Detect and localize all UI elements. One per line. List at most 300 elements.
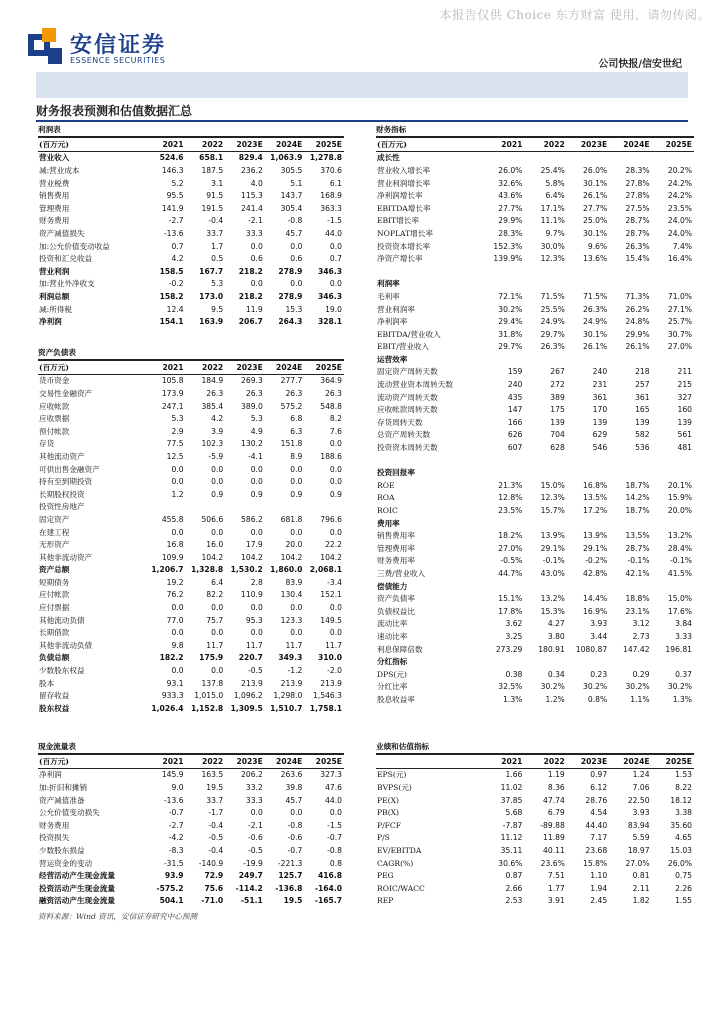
row-value: 2.73	[632, 631, 650, 641]
row-value: -0.7	[287, 845, 303, 855]
row-value: 257	[635, 380, 650, 390]
row-value: 43.0%	[540, 568, 565, 578]
row-value: 0.0	[329, 527, 342, 537]
row-value: 1,530.2	[230, 565, 263, 575]
table-row	[38, 526, 344, 539]
row-value: 829.4	[238, 153, 263, 163]
header-band	[36, 72, 688, 98]
row-value: 2.66	[505, 883, 523, 893]
row-value	[609, 151, 651, 164]
row-label: 三费/营业收入	[377, 568, 426, 578]
table-row	[38, 425, 344, 438]
row-value	[524, 655, 566, 668]
table-row	[38, 895, 344, 908]
row-value: 1.1%	[630, 694, 650, 704]
row-value: -140.9	[198, 858, 224, 868]
row-value: 26.3%	[540, 342, 565, 352]
row-value: -7.87	[502, 820, 523, 830]
row-value	[652, 265, 694, 278]
unit-label: (百万元)	[38, 361, 146, 375]
row-value: 206.2	[241, 770, 263, 780]
row-value: 42.1%	[625, 568, 650, 578]
table-row	[376, 844, 694, 857]
row-value: 536	[635, 443, 650, 453]
row-value: -0.4	[208, 216, 224, 226]
table-row	[376, 315, 694, 328]
row-label: PE(X)	[377, 795, 399, 805]
table-row	[38, 702, 344, 715]
row-value: 575.2	[280, 401, 303, 411]
row-label: 销售费用率	[377, 531, 415, 541]
row-value: 29.4%	[498, 317, 523, 327]
row-value: 277.7	[280, 376, 303, 386]
row-value: -114.2	[235, 883, 263, 893]
cashflow-table	[38, 754, 344, 907]
table-row	[376, 227, 694, 240]
table-row	[376, 454, 694, 467]
row-value: 18.7%	[625, 480, 650, 490]
row-value: 8.9	[290, 451, 303, 461]
row-value: 22.50	[627, 795, 650, 805]
row-value: 2.11	[632, 883, 650, 893]
row-value: 11.02	[500, 782, 523, 792]
row-value: 1,309.5	[230, 703, 263, 713]
row-value: 5.59	[632, 833, 650, 843]
row-value: 0.0	[250, 628, 263, 638]
table-row	[38, 177, 344, 190]
table-row	[376, 290, 694, 303]
row-value: -164.0	[314, 883, 342, 893]
row-label: 营业收入增长率	[377, 165, 431, 175]
year-header: 2023E	[225, 138, 265, 152]
row-value: 0.0	[171, 603, 184, 613]
row-value: 364.9	[320, 376, 342, 386]
row-value	[482, 580, 524, 593]
row-value: 389.0	[241, 401, 263, 411]
row-label: 销售费用	[39, 191, 70, 201]
row-value: 361	[592, 392, 608, 402]
row-value: 0.7	[329, 254, 342, 264]
row-value: 23.5%	[498, 506, 523, 516]
row-value: 71.5%	[583, 291, 608, 301]
unit-label: (百万元)	[38, 138, 146, 152]
row-value: 152.1	[320, 590, 342, 600]
table-row	[38, 601, 344, 614]
row-value: 1,298.0	[273, 691, 303, 701]
row-value: 104.2	[280, 552, 303, 562]
row-value: 24.2%	[667, 191, 692, 201]
page-title: 财务报表预测和估值数据汇总	[36, 102, 688, 122]
table-row	[38, 164, 344, 177]
row-label: PEG	[377, 871, 394, 881]
row-value: 29.1%	[540, 543, 565, 553]
row-label: 应付帐款	[39, 590, 70, 600]
row-value: 0.6	[290, 254, 303, 264]
row-label: 流动营业资本周转天数	[377, 380, 453, 390]
year-header: 2024E	[609, 755, 651, 769]
table-header-row	[38, 138, 344, 152]
row-value	[652, 278, 694, 291]
row-value: 1.77	[547, 883, 565, 893]
row-value: 20.0	[285, 540, 303, 550]
row-value: 236.2	[241, 165, 263, 175]
year-header: 2024E	[265, 361, 305, 375]
row-value: 43.6%	[498, 191, 523, 201]
row-value: 37.85	[500, 795, 523, 805]
row-value: 28.7%	[625, 543, 650, 553]
row-value: 0.0	[290, 603, 303, 613]
row-value: 16.0	[206, 540, 224, 550]
row-value: 25.5%	[540, 304, 565, 314]
table-row	[376, 441, 694, 454]
row-value: 12.3%	[540, 493, 565, 503]
row-value: 1.66	[505, 770, 523, 780]
row-value: 9.7%	[545, 228, 565, 238]
row-value: 0.0	[290, 527, 303, 537]
row-value: 269.3	[241, 376, 263, 386]
table-row	[38, 639, 344, 652]
row-value: 25.7%	[667, 317, 692, 327]
row-value: 30.2%	[583, 682, 608, 692]
row-label: 加:公允价值变动收益	[39, 241, 110, 251]
row-value: 33.3	[245, 795, 263, 805]
income-table	[38, 137, 344, 328]
row-value: 13.9%	[583, 531, 608, 541]
row-value	[482, 466, 524, 479]
row-value: 1.24	[632, 770, 650, 780]
row-value: 26.3	[206, 388, 224, 398]
row-value: 23.68	[585, 845, 608, 855]
row-value: 213.9	[320, 678, 342, 688]
year-header: 2024E	[265, 138, 305, 152]
row-value: 0.0	[329, 477, 342, 487]
row-value: 218	[635, 367, 650, 377]
year-header: 2023E	[225, 755, 265, 769]
table-row	[376, 832, 694, 845]
row-value: 0.0	[250, 603, 263, 613]
row-value: 0.0	[329, 603, 342, 613]
table-row	[38, 240, 344, 253]
row-label: 减:营业成本	[39, 165, 80, 175]
row-value: 0.0	[290, 808, 303, 818]
row-value: 168.9	[320, 191, 342, 201]
row-value: -1.5	[327, 820, 342, 830]
row-value: 44.40	[585, 820, 608, 830]
row-value: 1,096.2	[233, 691, 263, 701]
row-value: 273.29	[495, 644, 523, 654]
row-value: 5.8%	[545, 178, 565, 188]
row-value: 11.12	[500, 833, 523, 843]
row-value: 0.0	[250, 527, 263, 537]
row-label: 长期借款	[39, 628, 70, 638]
row-value: 75.7	[206, 615, 224, 625]
section-title: 利润表	[38, 124, 344, 137]
row-value: 14.4%	[583, 594, 608, 604]
row-value: 139	[635, 417, 650, 427]
table-row	[376, 240, 694, 253]
row-value: 582	[635, 430, 650, 440]
row-value: 349.3	[278, 653, 303, 663]
row-value: 1.3%	[672, 694, 692, 704]
row-value: 29.1%	[583, 543, 608, 553]
row-value: 163.5	[201, 770, 224, 780]
row-value	[304, 501, 344, 514]
row-value: 0.0	[329, 464, 342, 474]
row-value	[609, 353, 651, 366]
row-value: 3.80	[547, 631, 565, 641]
table-row	[38, 794, 344, 807]
table-row	[376, 895, 694, 908]
row-value: 72.9	[204, 871, 224, 881]
row-value: 20.1%	[667, 480, 692, 490]
row-label	[376, 265, 482, 278]
row-value: 0.0	[290, 241, 303, 251]
row-label: 少数股东权益	[39, 666, 85, 676]
row-value: 416.8	[317, 871, 342, 881]
row-value: 0.9	[250, 489, 263, 499]
table-row	[376, 882, 694, 895]
row-value: 158.5	[159, 266, 184, 276]
row-value	[482, 517, 524, 530]
row-value: 12.8%	[498, 493, 523, 503]
table-row	[38, 400, 344, 413]
table-header-row	[376, 755, 694, 769]
row-value	[567, 278, 609, 291]
row-label: PB(X)	[377, 808, 400, 818]
row-value: 310.0	[317, 653, 342, 663]
row-value: 18.7%	[625, 506, 650, 516]
row-value: 0.8%	[587, 694, 608, 704]
row-value: 0.87	[505, 871, 523, 881]
row-value: 29.9%	[498, 216, 523, 226]
row-label: 融资活动产生现金流量	[39, 896, 115, 906]
row-value: 0.9	[211, 489, 224, 499]
row-value: 147.42	[622, 644, 650, 654]
row-value: 23.5%	[667, 203, 692, 213]
row-value: 141.9	[161, 203, 184, 213]
table-row	[376, 303, 694, 316]
row-value: 629	[592, 430, 608, 440]
row-value: 19.5	[283, 896, 303, 906]
row-value: 30.2%	[667, 682, 692, 692]
row-value: 1.55	[675, 896, 692, 906]
row-value: 29.7%	[498, 342, 523, 352]
row-value	[609, 580, 651, 593]
row-value: 0.0	[290, 477, 303, 487]
row-label: 持有至到期投资	[39, 477, 93, 487]
table-row	[38, 614, 344, 627]
row-value	[609, 278, 651, 291]
table-header-row	[38, 755, 344, 769]
row-value: 125.7	[278, 871, 303, 881]
table-row	[38, 869, 344, 882]
row-value: 5.3	[171, 414, 184, 424]
row-value: 27.1%	[667, 304, 692, 314]
logo-name: 安信证券	[70, 33, 167, 58]
row-value: 2.9	[171, 426, 184, 436]
row-value: 146.3	[161, 165, 184, 175]
row-label: 营运资金的变动	[39, 858, 93, 868]
row-value: 8.22	[675, 782, 692, 792]
row-value: 1,063.9	[270, 153, 303, 163]
row-value: 481	[677, 443, 692, 453]
table-row	[376, 177, 694, 190]
row-label: 费用率	[377, 518, 400, 528]
income-statement	[38, 124, 344, 328]
year-header: 2021	[146, 755, 186, 769]
row-value: 626	[507, 430, 523, 440]
row-value: 26.1%	[625, 342, 650, 352]
ratios-table	[376, 137, 694, 706]
row-value: 170	[592, 405, 608, 415]
row-label: 净利润增长率	[377, 191, 423, 201]
row-label: 少数股东损益	[39, 845, 85, 855]
row-value: 305.5	[280, 165, 303, 175]
row-value: -4.1	[247, 451, 263, 461]
row-value: 173.0	[199, 291, 224, 301]
row-value	[567, 353, 609, 366]
row-label: 资产总额	[39, 565, 70, 575]
row-value: 6.12	[590, 782, 608, 792]
row-value: 9.0	[171, 782, 184, 792]
row-value: 18.12	[670, 795, 692, 805]
year-header: 2025E	[304, 138, 344, 152]
row-value: 23.6%	[540, 858, 565, 868]
row-value: 1.2%	[545, 694, 565, 704]
row-value: 145.9	[161, 770, 184, 780]
row-value: 0.0	[211, 464, 224, 474]
row-label: P/S	[377, 833, 390, 843]
row-label: 公允价值变动损失	[39, 808, 100, 818]
table-row	[376, 353, 694, 366]
row-value: -2.0	[327, 666, 342, 676]
row-value: 30.1%	[583, 329, 608, 339]
row-value: 20.2%	[667, 165, 692, 175]
row-value: 11.7	[206, 640, 224, 650]
row-value: 7.06	[632, 782, 650, 792]
row-value: 0.0	[250, 808, 263, 818]
table-row	[376, 857, 694, 870]
row-label: 交易性金融资产	[39, 388, 93, 398]
row-value: 1.19	[547, 770, 565, 780]
row-value: 1,015.0	[194, 691, 224, 701]
row-value: 13.2%	[540, 594, 565, 604]
row-value: 0.0	[171, 628, 184, 638]
table-row	[38, 832, 344, 845]
logo-mark-icon	[28, 28, 62, 64]
table-row	[376, 643, 694, 656]
row-value: 0.5	[211, 254, 224, 264]
table-row	[38, 652, 344, 665]
row-value: 0.75	[675, 871, 692, 881]
financial-ratios	[376, 124, 694, 706]
row-value: 83.94	[627, 820, 650, 830]
row-value	[567, 265, 609, 278]
row-value: 26.1%	[583, 342, 608, 352]
row-value: 20.0%	[667, 506, 692, 516]
row-value: 12.4	[166, 304, 184, 314]
row-value: 26.3	[325, 388, 342, 398]
row-value: 17.8%	[498, 606, 523, 616]
row-label: BVPS(元)	[377, 782, 412, 792]
row-value: 33.3	[245, 228, 263, 238]
table-row	[38, 551, 344, 564]
row-value: 346.3	[317, 291, 342, 301]
row-value	[524, 353, 566, 366]
row-value: 1080.87	[575, 644, 608, 654]
row-value: 506.6	[201, 514, 224, 524]
row-value: 105.8	[161, 376, 184, 386]
row-label: 流动比率	[377, 619, 408, 629]
row-value: 0.0	[211, 477, 224, 487]
row-value: 264.3	[278, 317, 303, 327]
row-value: 524.6	[159, 153, 184, 163]
table-row	[376, 605, 694, 618]
row-value	[482, 151, 524, 164]
row-value	[567, 655, 609, 668]
row-value: 272	[550, 380, 565, 390]
row-value: 218.2	[238, 291, 263, 301]
table-row	[376, 618, 694, 631]
row-value: 13.9%	[540, 531, 565, 541]
row-value: 0.0	[250, 279, 263, 289]
row-value: -1.2	[287, 666, 303, 676]
row-value: 17.9	[245, 540, 263, 550]
row-value: 16.8%	[583, 480, 608, 490]
table-row	[376, 416, 694, 429]
row-label: ROA	[377, 493, 395, 503]
row-label: 减:所得税	[39, 304, 72, 314]
row-value: 5.2	[171, 178, 184, 188]
row-value: 2.8	[250, 577, 263, 587]
row-label: 财务费用	[39, 216, 70, 226]
row-value: -0.5	[247, 666, 263, 676]
table-row	[376, 567, 694, 580]
table-row	[38, 151, 344, 164]
row-value: 30.6%	[498, 858, 523, 868]
row-label: 营业利润	[39, 266, 70, 276]
row-value: 3.62	[505, 619, 523, 629]
row-value: 1,278.8	[309, 153, 342, 163]
row-value: 110.9	[241, 590, 263, 600]
row-label: 投资性房地产	[39, 502, 85, 512]
row-label: 营业收入	[39, 153, 70, 163]
row-value: 4.2	[211, 414, 224, 424]
row-value: 206.7	[238, 317, 263, 327]
section-title: 财务指标	[376, 124, 694, 137]
row-label: 应收帐款	[39, 401, 70, 411]
row-value: 1,546.3	[313, 691, 342, 701]
row-label: 在建工程	[39, 527, 70, 537]
row-value: 47.74	[543, 795, 565, 805]
row-value: 385.4	[201, 401, 224, 411]
row-label: 净利润率	[377, 317, 408, 327]
row-value: 0.0	[250, 241, 263, 251]
row-value: 2.53	[505, 896, 523, 906]
row-value	[609, 466, 651, 479]
row-value: 82.2	[206, 590, 224, 600]
table-row	[376, 529, 694, 542]
row-value: 30.2%	[540, 682, 565, 692]
row-label: 偿债能力	[377, 581, 408, 591]
row-value: 28.7%	[625, 228, 650, 238]
year-header: 2022	[186, 361, 226, 375]
row-value: 139	[592, 417, 608, 427]
row-label: 投资损失	[39, 833, 70, 843]
row-value: 327.3	[320, 770, 342, 780]
table-row	[376, 794, 694, 807]
row-value	[524, 580, 566, 593]
